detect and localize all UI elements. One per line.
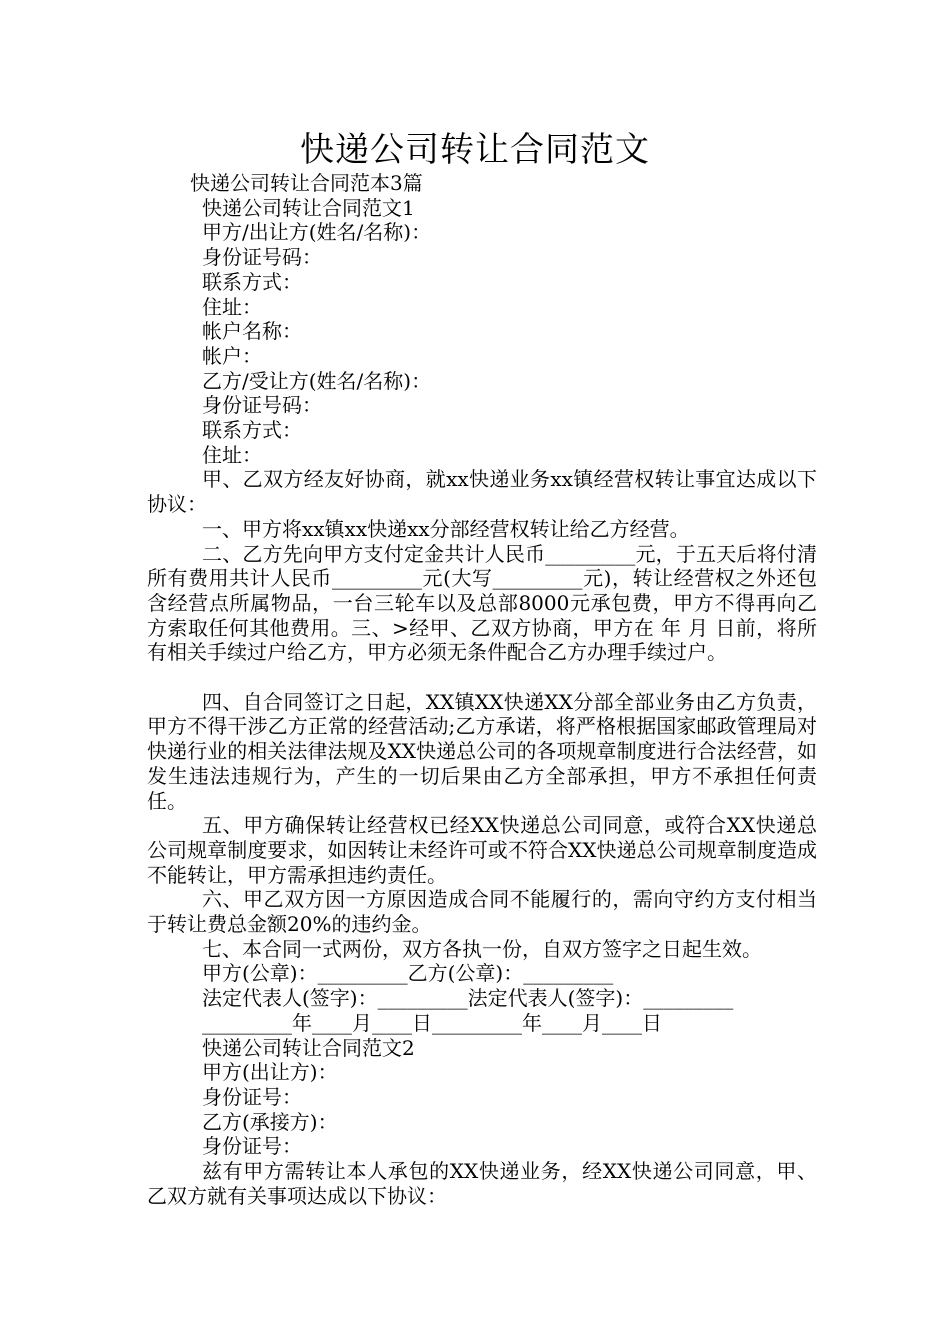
- section1-heading: 快递公司转让合同范文1: [202, 195, 415, 220]
- party-b-id-field: 身份证号码：: [202, 393, 322, 418]
- clause-7: 七、本合同一式两份，双方各执一份，自双方签字之日起生效。: [202, 936, 762, 961]
- party-a-contact-field: 联系方式：: [202, 269, 302, 294]
- party-a-account-field: 帐户：: [202, 343, 262, 368]
- section2-intro: 兹有甲方需转让本人承包的XX快递业务，经XX快递公司同意，甲、乙双方就有关事项达成以下协议：: [147, 1159, 817, 1208]
- signature-representative-line: 法定代表人(签字)：_________法定代表人(签字)：_________: [202, 986, 734, 1011]
- party-a-name-field: 甲方/出让方(姓名/名称)：: [202, 220, 432, 245]
- document-subtitle: 快递公司转让合同范本3篇: [190, 171, 423, 195]
- party-a-id-field: 身份证号码：: [202, 245, 322, 270]
- section2-party-a-field: 甲方(出让方)：: [202, 1060, 338, 1085]
- party-b-name-field: 乙方/受让方(姓名/名称)：: [202, 368, 432, 393]
- agreement-intro: 甲、乙双方经友好协商，就xx快递业务xx镇经营权转让事宜达成以下协议：: [147, 467, 817, 517]
- signature-date-line: _________年____月____日_________年____月____日: [202, 1010, 662, 1035]
- clause-5: 五、甲方确保转让经营权已经XX快递总公司同意，或符合XX快递总公司规章制度要求，如因转让未经许可或不符合XX快递总公司规章制度造成不能转让，甲方需承担违约责任。: [147, 813, 817, 887]
- section2-heading: 快递公司转让合同范文2: [202, 1035, 415, 1060]
- clause-4: 四、自合同签订之日起，XX镇XX快递XX分部全部业务由乙方负责，甲方不得干涉乙方正常的经营活动;乙方承诺，将严格根据国家邮政管理局对快递行业的相关法律法规及XX快递总公司的各项规章制度进行合法经营，如发生违法违规行为，产生的一切后果由乙方全部承担，甲方不承担任何责任。: [147, 689, 817, 813]
- clause-6: 六、甲乙双方因一方原因造成合同不能履行的，需向守约方支付相当于转让费总金额20%的违约金。: [147, 887, 817, 936]
- section2-party-a-id-field: 身份证号：: [202, 1084, 302, 1109]
- section2-party-b-field: 乙方(承接方)：: [202, 1109, 338, 1134]
- document-title: 快递公司转让合同范文: [300, 130, 650, 170]
- party-a-address-field: 住址：: [202, 294, 262, 319]
- party-b-contact-field: 联系方式：: [202, 418, 302, 442]
- clause-2-3: 二、乙方先向甲方支付定金共计人民币_________元，于五天后将付清所有费用共计人民币_________元(大写_________元)，转让经营权之外还包含经营点所属物品，一台三轮车以及总部8000元承包费，甲方不得再向乙方索取任何其他费用。三、>经甲、乙双方协商，甲方在 年 月 日前，将所有相关手续过户给乙方，甲方必须无条件配合乙方办理手续过户。: [147, 541, 817, 665]
- section2-party-b-id-field: 身份证号：: [202, 1134, 302, 1159]
- clause-1: 一、甲方将xx镇xx快递xx分部经营权转让给乙方经营。: [202, 516, 690, 541]
- party-a-account-name-field: 帐户名称：: [202, 319, 302, 344]
- party-b-address-field: 住址：: [202, 442, 262, 467]
- signature-seal-line: 甲方(公章)：_________乙方(公章)：_________: [202, 961, 614, 986]
